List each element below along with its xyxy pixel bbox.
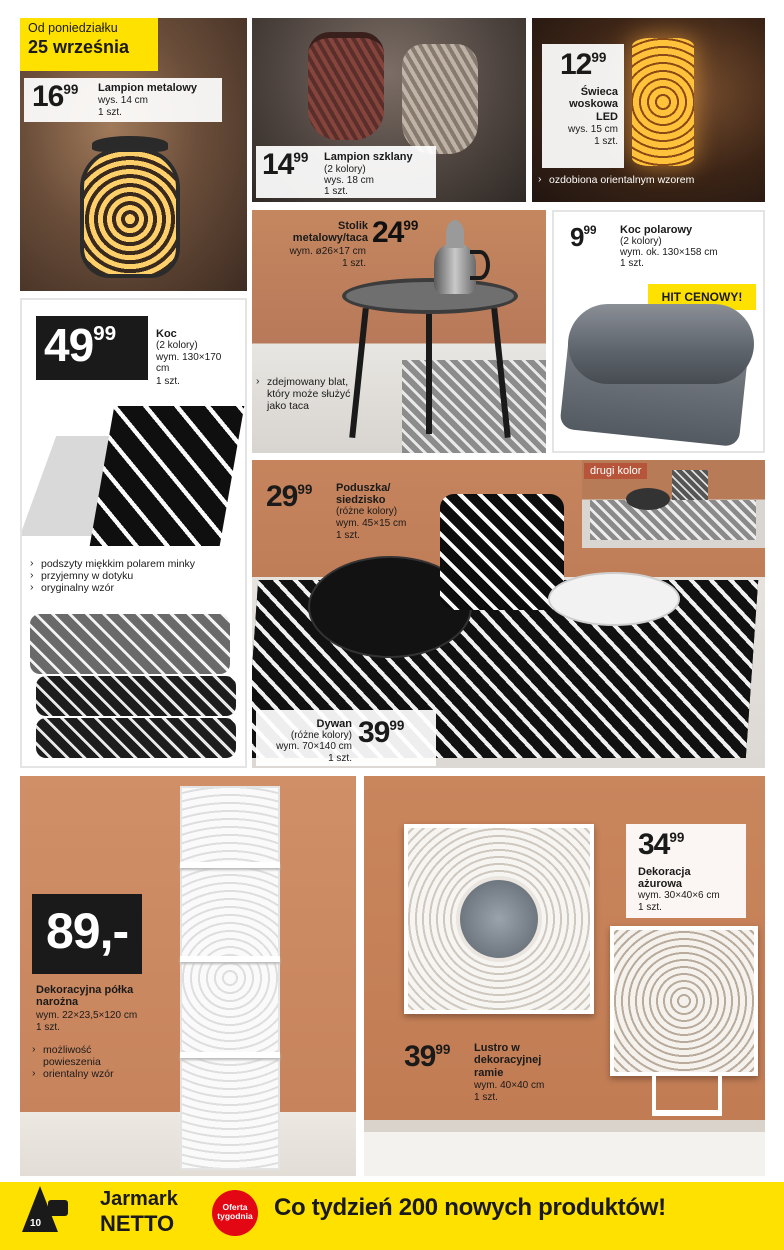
- product-colors-dywan: (różne kolory): [290, 730, 352, 741]
- product-name: Lampion szklany: [324, 151, 413, 163]
- product-colors: (2 kolory): [324, 164, 366, 175]
- fleece-blanket-image: [564, 304, 760, 440]
- inset-label: drugi kolor: [584, 463, 647, 479]
- product-polka[interactable]: [20, 776, 356, 1176]
- product-size: wym. ø26×17 cm: [289, 246, 366, 257]
- cushion-image: [440, 494, 564, 610]
- brand-jarmark: Jarmark: [100, 1188, 178, 1210]
- product-stolik[interactable]: [252, 210, 546, 453]
- product-qty: 1 szt.: [324, 186, 348, 197]
- oferta-tygodnia-badge: [212, 1190, 258, 1236]
- feature-item: › możliwość powieszenia: [32, 1044, 142, 1068]
- product-koc-polarowy[interactable]: [552, 210, 765, 453]
- feature-list: [30, 558, 230, 594]
- teapot-image: [420, 216, 490, 298]
- product-size-dywan: wym. 70×140 cm: [276, 741, 352, 752]
- product-qty: 1 szt.: [342, 258, 366, 269]
- banner-line2: 25 września: [28, 37, 130, 57]
- product-size: wys. 15 cm: [567, 124, 618, 135]
- tray-table-image: [342, 278, 518, 453]
- feature-item: › oryginalny wzór: [30, 582, 230, 594]
- openwork-decor-image: [610, 926, 758, 1076]
- banner-line1: Od poniedziałku: [28, 21, 118, 35]
- product-name-dywan: Dywan: [316, 718, 352, 730]
- product-colors: (2 kolory): [620, 236, 662, 247]
- product-lampion-szklany[interactable]: [252, 18, 526, 202]
- led-candle-image: [632, 38, 694, 166]
- feature-list: [538, 174, 738, 186]
- price-dekoracja: $34^{99}$: [638, 828, 685, 861]
- product-name: Koc: [156, 328, 177, 340]
- lights-stand-image: [548, 572, 680, 626]
- feature-item: › ozdobiona orientalnym wzorem: [538, 174, 738, 186]
- price: $24^{99}$: [372, 216, 419, 249]
- product-name: Stolik metalowy/taca: [292, 220, 368, 245]
- lantern-image: [80, 136, 180, 286]
- price-lustro: $39^{99}$: [404, 1040, 451, 1073]
- product-name: Koc polarowy: [620, 224, 693, 236]
- price: 89,-: [46, 903, 129, 959]
- price: $14^{99}$: [262, 148, 309, 181]
- product-qty: 1 szt.: [620, 258, 644, 269]
- footer-bar: [0, 1182, 784, 1250]
- glass-lantern-dark-image: [308, 32, 384, 140]
- feature-list: [32, 1044, 142, 1080]
- product-size: wys. 18 cm: [324, 175, 375, 186]
- feature-item: › podszyty miękkim polarem minky: [30, 558, 230, 570]
- product-colors: (różne kolory): [336, 506, 398, 517]
- product-size: wym. ok. 130×158 cm: [620, 247, 718, 258]
- price: $16^{99}$: [32, 80, 79, 113]
- product-swieca-led[interactable]: [532, 18, 765, 202]
- product-size: wym. 130×170 cm: [156, 352, 222, 375]
- product-name: Poduszka/ siedzisko: [336, 482, 391, 507]
- tygodnia-label: tygodnia: [217, 1211, 253, 1222]
- product-lampion-metalowy[interactable]: [20, 18, 247, 291]
- price: $29^{99}$: [266, 480, 313, 513]
- product-name: Dekoracyjna półka narożna: [36, 984, 134, 1009]
- product-size: wys. 14 cm: [98, 95, 149, 106]
- product-size: wym. 45×15 cm: [336, 518, 407, 529]
- product-name: Lampion metalowy: [98, 82, 198, 94]
- price: $9^{99}$: [570, 222, 597, 252]
- product-qty: 1 szt.: [98, 107, 122, 118]
- product-size-dekoracja: wym. 30×40×6 cm: [638, 890, 720, 901]
- feature-item: › przyjemny w dotyku: [30, 570, 230, 582]
- sideboard-image: [364, 1120, 765, 1176]
- product-qty-lustro: 1 szt.: [474, 1092, 498, 1103]
- product-poduszka-dywan[interactable]: [252, 460, 765, 768]
- product-name-dekoracja: Dekoracja ażurowa: [638, 866, 691, 891]
- product-qty: 1 szt.: [36, 1022, 60, 1033]
- date-banner: [20, 18, 158, 71]
- product-qty: 1 szt.: [156, 376, 180, 387]
- product-name-lustro: Lustro w dekoracyjnej ramie: [474, 1042, 542, 1079]
- hit-cenowy-badge: HIT CENOWY!: [648, 284, 756, 310]
- minky-blanket-image: [32, 406, 238, 556]
- feature-list: [256, 376, 352, 412]
- oferta-label: Oferta: [222, 1202, 248, 1212]
- decor-stand-image: [652, 1076, 722, 1116]
- product-size-lustro: wym. 40×40 cm: [474, 1080, 545, 1091]
- folded-blankets-image: [30, 614, 238, 760]
- price-dywan: $39^{99}$: [358, 716, 405, 749]
- product-lustro-dekoracja[interactable]: [364, 776, 765, 1176]
- page-number: 10: [30, 1218, 42, 1229]
- footer-slogan: Co tydzień 200 nowych produktów!: [274, 1194, 666, 1221]
- price: $12^{99}$: [560, 48, 607, 81]
- product-qty: 1 szt.: [594, 136, 618, 147]
- mirror-image: [404, 824, 594, 1014]
- product-colors: (2 kolory): [156, 340, 198, 351]
- glass-lantern-clear-image: [402, 44, 478, 154]
- product-qty-dywan: 1 szt.: [328, 753, 352, 764]
- product-size: wym. 22×23,5×120 cm: [36, 1010, 138, 1021]
- price: $49^{99}$: [44, 319, 117, 371]
- brand-netto: NETTO: [100, 1211, 175, 1236]
- product-qty: 1 szt.: [336, 530, 360, 541]
- netto-scottie-icon: [48, 1200, 68, 1216]
- product-name: Świeca woskowa LED: [569, 86, 618, 123]
- product-qty-dekoracja: 1 szt.: [638, 902, 662, 913]
- feature-item: › orientalny wzór: [32, 1068, 142, 1080]
- corner-shelf-image: [180, 786, 280, 1170]
- product-koc[interactable]: [20, 298, 247, 768]
- feature-item: › zdejmowany blat, który może służyć jako taca: [256, 376, 352, 412]
